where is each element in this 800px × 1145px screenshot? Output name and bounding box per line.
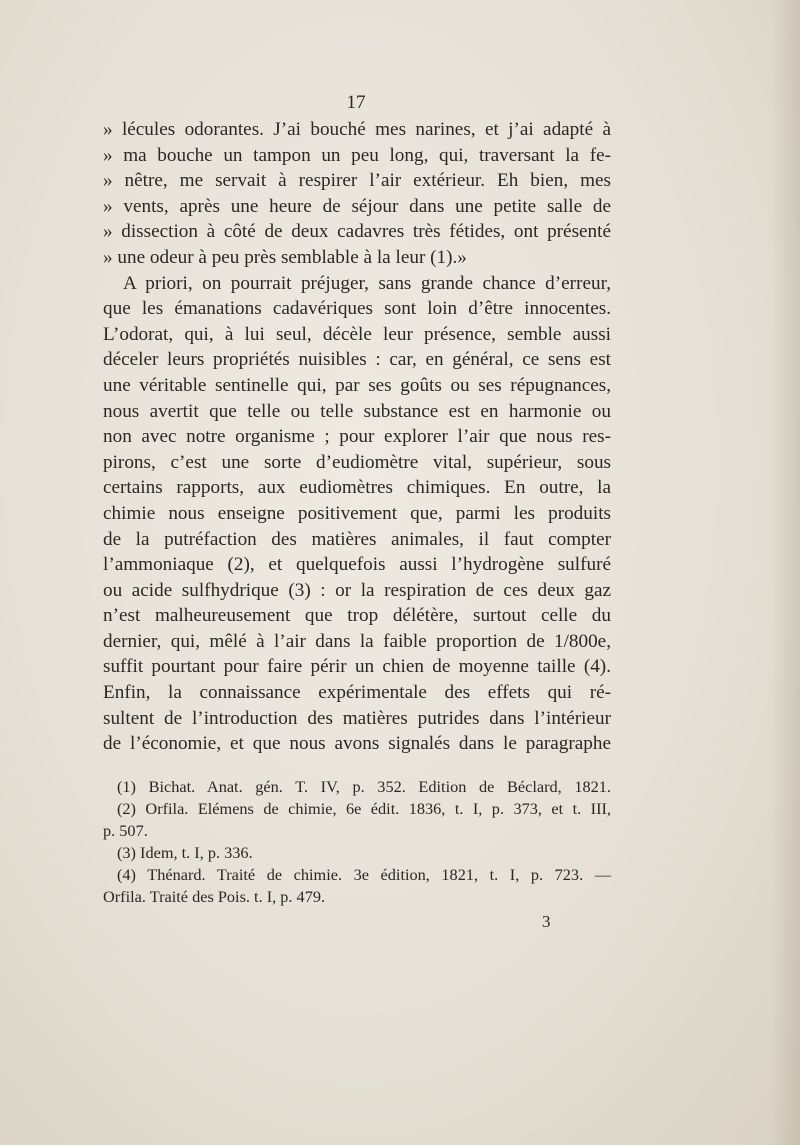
body-line: L’odorat, qui, à lui seul, décèle leur présence, semble aussi xyxy=(103,323,611,345)
body-line: A priori, on pourrait préjuger, sans grande chance d’erreur, xyxy=(123,272,611,294)
body-line: » dissection à côté de deux cadavres très fétides, ont présenté xyxy=(103,221,611,243)
body-line: que les émanations cadavériques sont loin d’être innocentes. xyxy=(103,298,611,320)
footnote-line: (4) Thénard. Traité de chimie. 3e édition, 1821, t. I, p. 723. — xyxy=(117,865,611,884)
signature-mark: 3 xyxy=(542,912,551,931)
footnote-line: (1) Bichat. Anat. gén. T. IV, p. 352. Edition de Béclard, 1821. xyxy=(117,777,611,796)
body-line: » nêtre, me servait à respirer l’air extérieur. Eh bien, mes xyxy=(103,170,611,192)
body-line: Enfin, la connaissance expérimentale des effets qui ré- xyxy=(103,682,611,704)
body-line: » vents, après une heure de séjour dans une petite salle de xyxy=(103,195,611,217)
body-line: de l’économie, et que nous avons signalés dans le paragraphe xyxy=(103,733,611,755)
footnote-line: (3) Idem, t. I, p. 336. xyxy=(117,843,253,862)
body-line: » ma bouche un tampon un peu long, qui, traversant la fe- xyxy=(103,144,611,166)
body-line: dernier, qui, mêlé à l’air dans la faible proportion de 1/800e, xyxy=(103,630,611,652)
body-line: une véritable sentinelle qui, par ses goûts ou ses répugnances, xyxy=(103,374,611,396)
body-line: non avec notre organisme ; pour explorer l’air que nous res- xyxy=(103,426,611,448)
body-line: chimie nous enseigne positivement que, parmi les produits xyxy=(103,502,611,524)
footnotes xyxy=(103,776,611,908)
page-edge-shadow xyxy=(770,0,800,1145)
body-line: déceler leurs propriétés nuisibles : car, en général, ce sens est xyxy=(103,349,611,371)
body-line: de la putréfaction des matières animales, il faut compter xyxy=(103,528,611,550)
body-line: » une odeur à peu près semblable à la leur (1).» xyxy=(103,246,467,268)
body-line: suffit pourtant pour faire périr un chien de moyenne taille (4). xyxy=(103,656,611,678)
body-line: n’est malheureusement que trop délétère, surtout celle du xyxy=(103,605,611,627)
body-line: ou acide sulfhydrique (3) : or la respiration de ces deux gaz xyxy=(103,579,611,601)
body-line: l’ammoniaque (2), et quelquefois aussi l’hydrogène sulfuré xyxy=(103,554,611,576)
body-line: pirons, c’est une sorte d’eudiomètre vital, supérieur, sous xyxy=(103,451,611,473)
body-line: nous avertit que telle ou telle substance est en harmonie ou xyxy=(103,400,611,422)
footnote-line: p. 507. xyxy=(103,821,148,840)
page-number: 17 xyxy=(346,92,366,113)
body-line: » lécules odorantes. J’ai bouché mes narines, et j’ai adapté à xyxy=(103,119,611,140)
footnote-line: (2) Orfila. Elémens de chimie, 6e édit. 1836, t. I, p. 373, et t. III, xyxy=(117,799,611,818)
body-text xyxy=(103,117,611,757)
body-line: sultent de l’introduction des matières putrides dans l’intérieur xyxy=(103,707,611,729)
body-line: certains rapports, aux eudiomètres chimiques. En outre, la xyxy=(103,477,611,499)
footnote-line: Orfila. Traité des Pois. t. I, p. 479. xyxy=(103,887,326,906)
